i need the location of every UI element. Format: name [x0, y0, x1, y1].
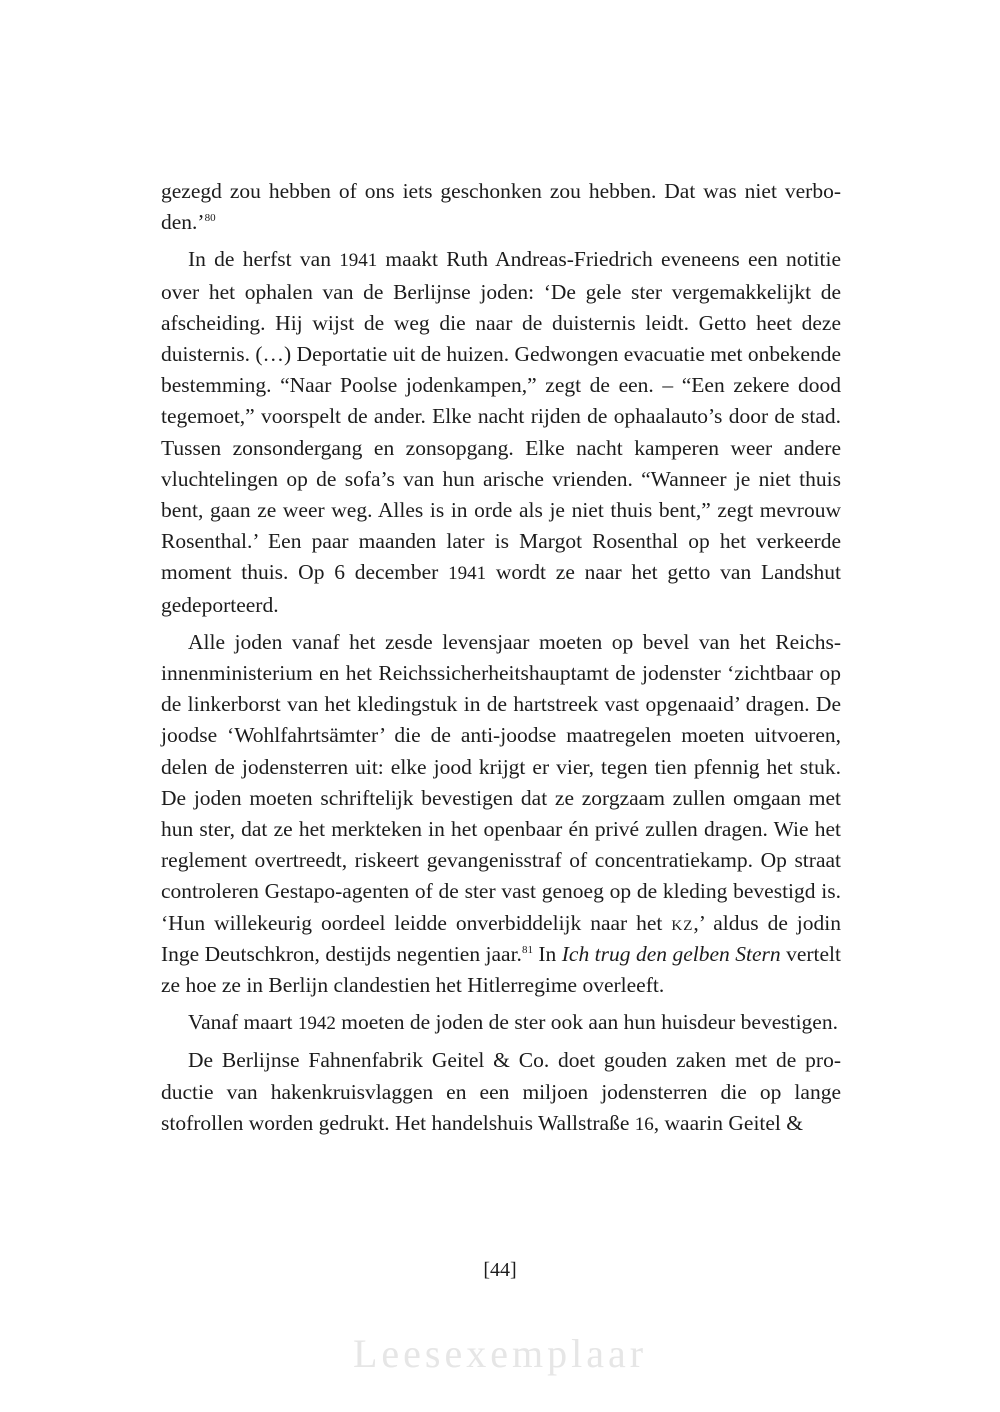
footnote-marker[interactable]: 80	[204, 212, 216, 225]
text-run: Vanaf maart	[188, 1010, 298, 1035]
text-run: De Berlijnse Fahnenfabrik Geitel & Co. doet gouden zaken met de productie van hakenkruisvlaggen en een miljoen jodensterren die op lange stofrollen worden gedrukt. Het handelshuis Wallstraße	[161, 1048, 841, 1135]
text-run: Alle joden vanaf het zesde levensjaar moeten op bevel van het Reichsinnenministerium en het Reichssicherheitshauptamt de jodenster ‘zichtbaar op de linkerborst van het kledingstuk in de hartstreek vast opgenaaid’ dragen. De joodse ‘Wohlfahrtsämter’ die de anti-joodse maatregelen moeten uitvoeren, delen de jodensterren uit: elke jood krijgt er vier, tegen tien pfennig het stuk. De joden moeten schriftelijk bevestigen dat ze zorgzaam zullen omgaan met hun ster, dat ze het merkteken in het openbaar én privé zullen dragen. Wie het reglement overtreedt, riskeert gevangenisstraf of concentratiekamp. Op straat controleren Gestapo-agenten of de ster vast genoeg op de kleding bevestigd is. ‘Hun willekeurig oordeel leidde onverbiddelijk naar het	[161, 629, 841, 935]
paragraph-jodenster-regulation	[161, 627, 841, 1001]
text-run: maakt Ruth Andreas-Friedrich eveneens een notitie over het ophalen van de Berlijnse joden: ‘De gele ster vergemakkelijkt de afscheiding. Hij wijst de weg die naar de duisternis leidt. Getto heet deze duisternis. (…) Deportatie uit de huizen. Gedwongen evacuatie met onbekende bestemming. “Naar Poolse jodenkampen,” zegt de een. – “Een zekere dood tegemoet,” voorspelt de ander. Elke nacht rijden de ophaalauto’s door de stad. Tussen zonsondergang en zonsopgang. Elke nacht kamperen weer andere vluchtelingen op de sofa’s van hun arische vrienden. “Wanneer je niet thuis bent, gaan ze weer weg. Alles is in orde als je niet thuis bent,” zegt mevrouw Rosenthal.’ Een paar maanden later is Margot Rosenthal op het verkeerde moment thuis. Op 6 december	[161, 247, 842, 585]
numeral: 1941	[448, 563, 487, 585]
text-run: vertelt ze hoe ze in Berlijn clandestien het Hitlerregime overleeft.	[161, 941, 841, 998]
paragraph-ruth-andreas-friedrich	[161, 244, 841, 620]
paragraph-continuation	[161, 176, 841, 238]
paragraph-huisdeur	[161, 1007, 841, 1039]
text-run: gezegd zou hebben of ons iets geschonken zou hebben. Dat was niet verboden.’	[161, 179, 841, 235]
text-run: ,’ aldus de jodin Inge Deutschkron, destijds negentien jaar.	[161, 910, 841, 966]
text-run: In de herfst van	[188, 247, 340, 272]
watermark: Leesexemplaar	[352, 1331, 648, 1376]
paragraph-fahnenfabrik	[161, 1045, 841, 1140]
body-text	[161, 176, 841, 1140]
text-run: wordt ze naar het getto van Landshut gedeporteerd.	[161, 560, 842, 617]
footnote-marker[interactable]: 81	[521, 943, 533, 956]
abbreviation: kz	[671, 910, 694, 935]
numeral: 1941	[339, 250, 378, 272]
text-run: In	[532, 941, 562, 966]
numeral: 1942	[297, 1013, 336, 1035]
text-run: , waarin Geitel &	[653, 1110, 804, 1135]
page-number: [44]	[483, 1259, 517, 1281]
text-run: moeten de joden de ster ook aan hun huisdeur bevestigen.	[335, 1010, 838, 1035]
book-title: Ich trug den gelben Stern	[561, 941, 781, 966]
numeral: 16	[634, 1113, 654, 1135]
